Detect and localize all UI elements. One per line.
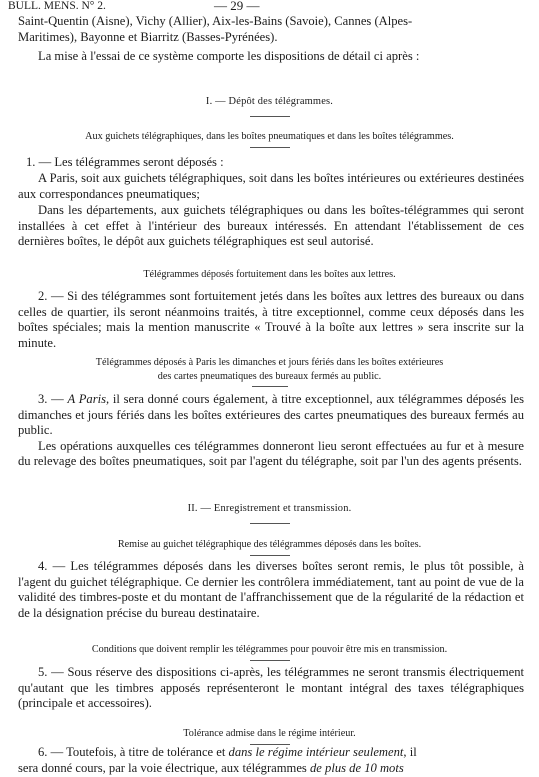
paragraph-3-text	[18, 392, 524, 439]
intro-line-1: Saint-Quentin (Aisne), Vichy (Allier), Aix-les-Bains (Savoie), Cannes (Alpes-	[18, 14, 413, 28]
subheading-fortuitement: Télégrammes déposés fortuitement dans les boîtes aux lettres.	[143, 269, 396, 280]
remise-rule	[250, 555, 290, 556]
paragraph-2	[18, 289, 524, 351]
paragraph-4	[18, 559, 524, 621]
bulletin-reference: BULL. MENS. N° 2.	[8, 0, 106, 12]
paragraph-4-text: 4. — Les télégrammes déposés dans les diverses boîtes seront remis, le plus tôt possible, à l'agent du guichet télégraphique. Ce dernier les contrôlera immédiatement, tant au point de vue de la validité des timbres-poste et du montant de l'affranchissement que de la régularité de la rédaction et de la désignation précise du bureau destinataire.	[18, 559, 524, 620]
section-1-rule	[250, 116, 290, 117]
paragraph-3	[18, 392, 524, 470]
section-2-rule	[250, 523, 290, 524]
paragraph-1-departements	[18, 203, 524, 250]
paragraph-1-lead: 1. — Les télégrammes seront déposés :	[26, 155, 224, 169]
subheading-remise: Remise au guichet télégraphique des télégrammes déposés dans les boîtes.	[117, 539, 422, 550]
paragraph-1-paris-text: A Paris, soit aux guichets télégraphiques, soit dans les boîtes intérieures ou extérieures destinées aux correspondances pneumatiques;	[18, 171, 524, 201]
paragraph-6-line-2	[18, 761, 524, 777]
paragraph-3-rest: il sera donné cours également, à titre exceptionnel, aux télégrammes déposés les dimanches et jours fériés dans les boîtes extérieures des cartes pneumatiques des bureaux fermés au public.	[18, 392, 524, 438]
section-2-title: II. — Enregistrement et transmission.	[187, 503, 352, 514]
paragraph-5-text: 5. — Sous réserve des dispositions ci-après, les télégrammes ne seront transmis électriquement qu'autant que les timbres apposés représenteront le montant intégral des taxes télégraphiques (principale et accessoires).	[18, 665, 524, 711]
paragraph-6-cont: , il	[403, 745, 417, 759]
paragraph-6-italic-2: de plus de 10 mots	[309, 761, 404, 775]
paragraph-1-paris	[18, 171, 524, 202]
paragraph-3-number: 3. —	[38, 392, 68, 406]
subheading-conditions: Conditions que doivent remplir les télégrammes pour pouvoir être mis en transmission.	[91, 644, 448, 655]
paragraph-2-text: 2. — Si des télégrammes sont fortuitement jetés dans les boîtes aux lettres des bureaux ou dans celles de quartier, ils seront néanmoins traités, à titre exceptionnel, comme ceux déposés dans les boîtes spéciales; mais la mention manuscrite « Trouvé à la boîte aux lettres » sera inscrite sur la minute.	[18, 289, 524, 350]
intro-line-3: La mise à l'essai de ce système comporte les dispositions de détail ci après :	[38, 49, 420, 63]
paragraph-6-start: 6. — Toutefois, à titre de tolérance et	[38, 745, 229, 759]
subtitle-rule	[250, 147, 290, 148]
subheading-dimanches-line-1: Télégrammes déposés à Paris les dimanches et jours fériés dans les boîtes extérieures	[95, 357, 444, 368]
subheading-tolerance: Tolérance admise dans le régime intérieur.	[183, 728, 356, 739]
paragraph-3b-text: Les opérations auxquelles ces télégrammes donneront lieu seront effectuées au fur et à mesure du relevage des boîtes pneumatiques, soit par l'agent du télégraphe, soit par l'un des agents présents.	[18, 438, 524, 469]
paragraph-5	[18, 665, 524, 712]
conditions-rule	[250, 660, 290, 661]
paragraph-3-italic: A Paris,	[67, 392, 110, 406]
page-number: — 29 —	[214, 0, 260, 13]
subheading-dimanches-line-2: des cartes pneumatiques des bureaux fermés au public.	[157, 371, 382, 382]
paragraph-6-line-2-text: sera donné cours, par la voie électrique, aux télégrammes	[18, 761, 310, 775]
intro-line-2: Maritimes), Bayonne et Biarritz (Basses-Pyrénées).	[18, 30, 278, 44]
subheading-rule	[252, 386, 288, 387]
section-1-subtitle: Aux guichets télégraphiques, dans les boîtes pneumatiques et dans les boîtes télégrammes.	[85, 131, 454, 142]
paragraph-1-departements-text: Dans les départements, aux guichets télégraphiques ou dans les boîtes-télégrammes qui seront installées à cet effet à l'intérieur des bureaux intéressés. En attendant l'établissement de ces dernières boîtes, le dépôt aux guichets télégraphiques est seul autorisé.	[18, 203, 524, 249]
paragraph-6-line-1	[18, 745, 524, 761]
section-1-title: I. — Dépôt des télégrammes.	[205, 96, 334, 107]
paragraph-6-italic-1: dans le régime intérieur seulement	[228, 745, 404, 759]
